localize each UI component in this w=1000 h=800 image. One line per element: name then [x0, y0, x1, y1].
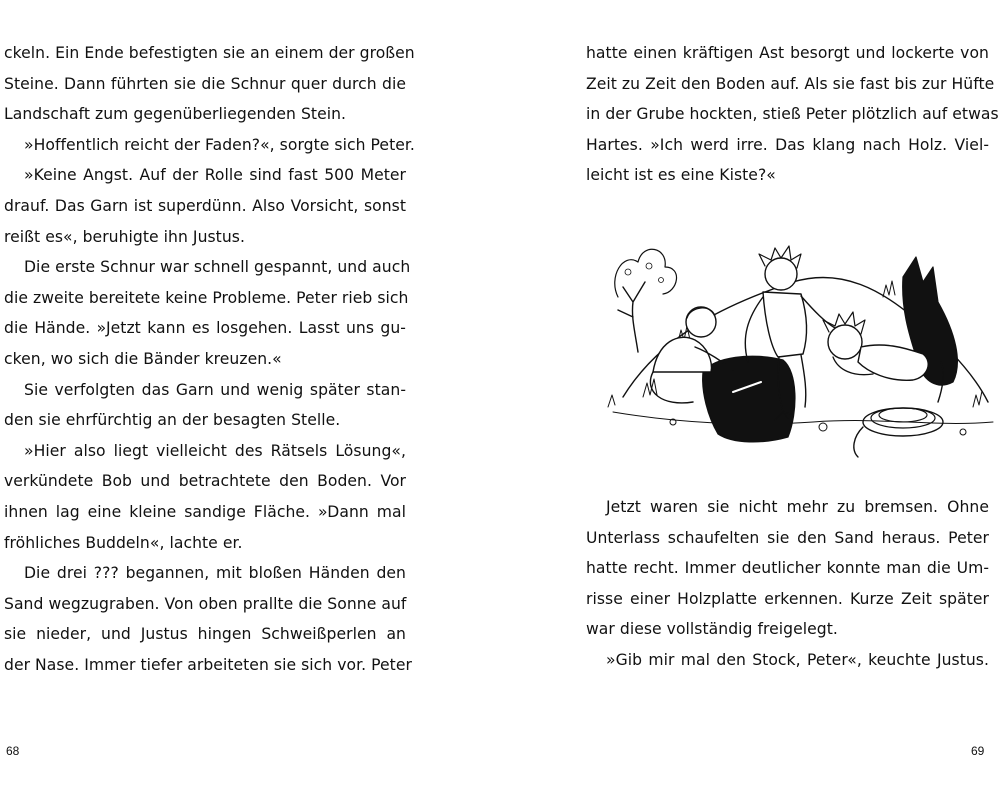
- text-line: fröhliches Buddeln«, lachte er.: [4, 533, 243, 552]
- left-page-text: [4, 38, 415, 680]
- text-line: cken, wo sich die Bänder kreuzen.«: [4, 349, 282, 368]
- three-boys-digging-illustration: [583, 222, 1000, 468]
- text-line: risse einer Holzplatte erkennen. Kurze Zeit später: [586, 589, 989, 608]
- text-line: »Hier also liegt vielleicht des Rätsels Lösung«,: [24, 441, 406, 460]
- text-line: ihnen lag eine kleine sandige Fläche. »Dann mal: [4, 502, 406, 521]
- page-number: 69: [971, 744, 985, 758]
- text-line: verkündete Bob und betrachtete den Boden. Vor: [4, 472, 406, 491]
- text-line: »Gib mir mal den Stock, Peter«, keuchte Justus.: [606, 650, 989, 669]
- text-line: hatte recht. Immer deutlicher konnte man die Um-: [586, 559, 989, 578]
- page-number: 68: [6, 744, 20, 758]
- text-line: Steine. Dann führten sie die Schnur quer durch die: [4, 74, 406, 93]
- text-line: den sie ehrfürchtig an der besagten Stelle.: [4, 411, 341, 430]
- text-line: der Nase. Immer tiefer arbeiteten sie sich vor. Peter: [4, 655, 412, 674]
- text-line: Hartes. »Ich werd irre. Das klang nach Holz. Viel-: [586, 135, 989, 154]
- text-line: in der Grube hockten, stieß Peter plötzlich auf etwas: [586, 105, 999, 124]
- text-line: hatte einen kräftigen Ast besorgt und lockerte von: [586, 44, 989, 62]
- text-line: Die drei ??? begannen, mit bloßen Händen den: [24, 564, 406, 583]
- text-line: Sie verfolgten das Garn und wenig später stan-: [24, 380, 406, 399]
- text-line: Sand wegzugraben. Von oben prallte die Sonne auf: [4, 594, 407, 613]
- text-line: Zeit zu Zeit den Boden auf. Als sie fast bis zur Hüfte: [586, 74, 995, 93]
- text-line: »Hoffentlich reicht der Faden?«, sorgte sich Peter.: [24, 135, 415, 154]
- text-line: ckeln. Ein Ende befestigten sie an einem der großen: [4, 44, 415, 62]
- text-line: sie nieder, und Justus hingen Schweißperlen an: [4, 625, 406, 644]
- text-line: »Keine Angst. Auf der Rolle sind fast 500 Meter: [24, 166, 406, 185]
- text-line: leicht ist es eine Kiste?«: [586, 166, 776, 185]
- text-line: war diese vollständig freigelegt.: [586, 620, 838, 639]
- text-line: Landschaft zum gegenüberliegenden Stein.: [4, 105, 347, 124]
- text-line: die Hände. »Jetzt kann es losgehen. Lasst uns gu-: [4, 319, 406, 338]
- text-line: Jetzt waren sie nicht mehr zu bremsen. Ohne: [606, 498, 989, 516]
- text-line: drauf. Das Garn ist superdünn. Also Vorsicht, sonst: [4, 196, 406, 215]
- right-page: [500, 0, 1000, 800]
- text-line: Unterlass schaufelten sie den Sand heraus. Peter: [586, 528, 989, 547]
- text-line: die zweite bereitete keine Probleme. Peter rieb sich: [4, 288, 409, 307]
- text-line: reißt es«, beruhigte ihn Justus.: [4, 227, 245, 246]
- text-line: Die erste Schnur war schnell gespannt, und auch: [24, 258, 411, 277]
- right-page-text-top: [586, 38, 999, 191]
- right-page-text-bottom: [586, 492, 989, 676]
